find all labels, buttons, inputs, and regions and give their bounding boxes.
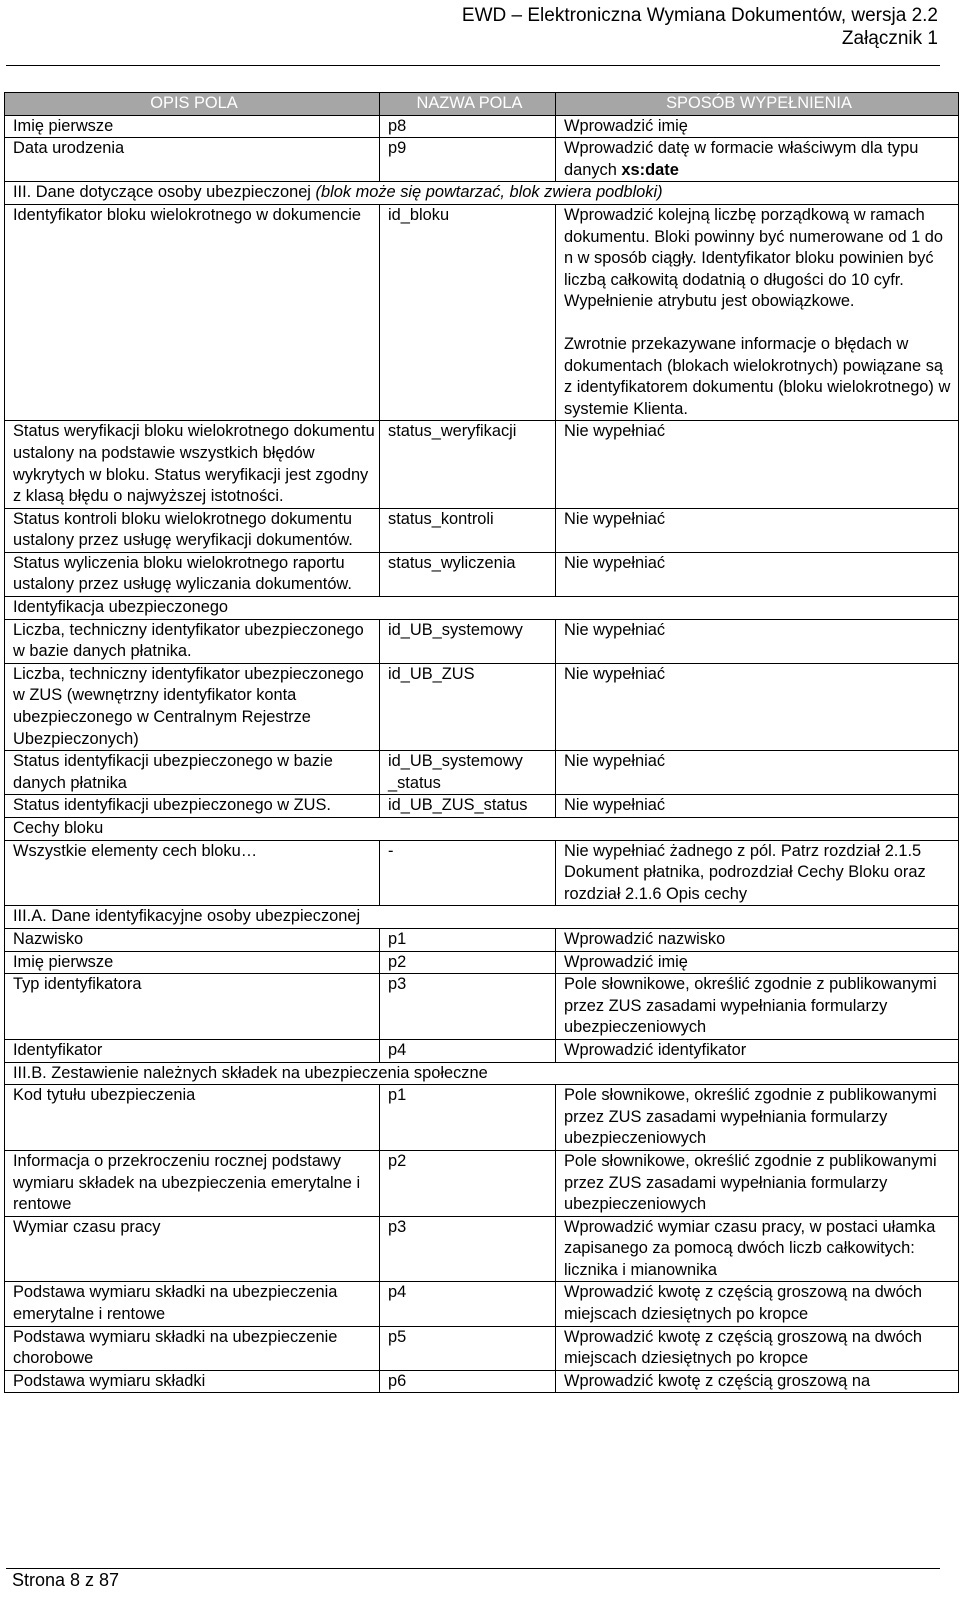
table-row — [5, 115, 959, 138]
page-number: Strona 8 z 87 — [12, 1570, 120, 1590]
data-type-label: xs:date — [621, 160, 679, 179]
cell-sposob: Pole słownikowe, określić zgodnie z publikowanymi przez ZUS zasadami wypełniania formularzy ubezpieczeniowych — [556, 1085, 959, 1151]
section-row — [5, 906, 959, 929]
section-row — [5, 182, 959, 205]
table-row — [5, 974, 959, 1040]
table-row — [5, 1216, 959, 1282]
section-heading: Cechy bloku — [5, 818, 959, 841]
section-heading: III.A. Dane identyfikacyjne osoby ubezpieczonej — [5, 906, 959, 929]
cell-opis: Status weryfikacji bloku wielokrotnego dokumentu ustalony na podstawie wszystkich błędów wykrytych w bloku. Status weryfikacji jest zgodny z klasą błędu o najwyższej istotności. — [5, 421, 380, 508]
field-spec-table — [4, 92, 959, 1393]
cell-sposob-paragraph: Wprowadzić kolejną liczbę porządkową w ramach dokumentu. Bloki powinny być numerowane od 1 do n w sposób ciągły. Identyfikator bloku powinien być liczbą całkowitą dodatnią o długości do 10 cyfr. Wypełnienie atrybutu jest obowiązkowe. — [564, 205, 944, 311]
section-heading-text: III. Dane dotyczące osoby ubezpieczonej — [13, 183, 316, 202]
cell-opis: Liczba, techniczny identyfikator ubezpieczonego w ZUS (wewnętrzny identyfikator konta ubezpieczonego w Centralnym Rejestrze Ubezpieczonych) — [5, 663, 380, 750]
table-header-row — [5, 93, 959, 116]
cell-sposob — [556, 204, 959, 420]
cell-sposob: Wprowadzić identyfikator — [556, 1039, 959, 1062]
table-row — [5, 552, 959, 596]
section-row — [5, 1062, 959, 1085]
cell-opis: Kod tytułu ubezpieczenia — [5, 1085, 380, 1151]
cell-opis: Podstawa wymiaru składki — [5, 1370, 380, 1393]
document-header — [462, 4, 938, 50]
cell-sposob-text: Wprowadzić datę w formacie właściwym dla typu danych — [564, 139, 919, 179]
cell-opis: Imię pierwsze — [5, 115, 380, 138]
table-row — [5, 1282, 959, 1326]
cell-opis: Informacja o przekroczeniu rocznej podstawy wymiaru składek na ubezpieczenia emerytalne i rentowe — [5, 1150, 380, 1216]
cell-opis: Wymiar czasu pracy — [5, 1216, 380, 1282]
section-heading: Identyfikacja ubezpieczonego — [5, 597, 959, 620]
table-row — [5, 619, 959, 663]
cell-opis: Data urodzenia — [5, 138, 380, 182]
table-row — [5, 204, 959, 420]
cell-nazwa: id_UB_systemowy _status — [380, 751, 556, 795]
cell-nazwa: id_UB_ZUS_status — [380, 795, 556, 818]
cell-nazwa: p2 — [380, 951, 556, 974]
section-row — [5, 818, 959, 841]
cell-sposob: Wprowadzić imię — [556, 951, 959, 974]
cell-nazwa: p5 — [380, 1326, 556, 1370]
table-row — [5, 663, 959, 750]
cell-opis: Status kontroli bloku wielokrotnego dokumentu ustalony przez usługę weryfikacji dokumentów. — [5, 508, 380, 552]
table-row — [5, 1085, 959, 1151]
cell-sposob: Nie wypełniać — [556, 619, 959, 663]
cell-sposob: Nie wypełniać — [556, 552, 959, 596]
cell-nazwa: status_wyliczenia — [380, 552, 556, 596]
column-header-sposob: SPOSÓB WYPEŁNIENIA — [556, 93, 959, 116]
footer-divider — [6, 1568, 940, 1569]
cell-sposob: Nie wypełniać — [556, 795, 959, 818]
cell-sposob: Wprowadzić imię — [556, 115, 959, 138]
cell-opis: Identyfikator bloku wielokrotnego w dokumencie — [5, 204, 380, 420]
cell-nazwa: p1 — [380, 928, 556, 951]
cell-nazwa: - — [380, 840, 556, 906]
cell-nazwa: p9 — [380, 138, 556, 182]
cell-sposob: Wprowadzić kwotę z częścią groszową na — [556, 1370, 959, 1393]
cell-nazwa: id_UB_ZUS — [380, 663, 556, 750]
cell-opis: Podstawa wymiaru składki na ubezpieczenia emerytalne i rentowe — [5, 1282, 380, 1326]
cell-sposob: Nie wypełniać — [556, 663, 959, 750]
cell-opis: Status identyfikacji ubezpieczonego w bazie danych płatnika — [5, 751, 380, 795]
table-row — [5, 508, 959, 552]
section-row — [5, 597, 959, 620]
cell-sposob — [556, 138, 959, 182]
table-row — [5, 928, 959, 951]
table-row — [5, 951, 959, 974]
cell-sposob: Nie wypełniać — [556, 751, 959, 795]
table-row — [5, 1370, 959, 1393]
cell-nazwa: p3 — [380, 1216, 556, 1282]
cell-opis: Liczba, techniczny identyfikator ubezpieczonego w bazie danych płatnika. — [5, 619, 380, 663]
cell-nazwa: p4 — [380, 1039, 556, 1062]
cell-sposob: Nie wypełniać żadnego z pól. Patrz rozdział 2.1.5 Dokument płatnika, podrozdział Cechy Bloku oraz rozdział 2.1.6 Opis cechy — [556, 840, 959, 906]
cell-opis: Imię pierwsze — [5, 951, 380, 974]
cell-nazwa: p3 — [380, 974, 556, 1040]
cell-nazwa: p4 — [380, 1282, 556, 1326]
cell-sposob: Wprowadzić kwotę z częścią groszową na dwóch miejscach dziesiętnych po kropce — [556, 1326, 959, 1370]
cell-nazwa: p2 — [380, 1150, 556, 1216]
table-row — [5, 840, 959, 906]
cell-sposob: Wprowadzić wymiar czasu pracy, w postaci ułamka zapisanego za pomocą dwóch liczb całkowitych: licznika i mianownika — [556, 1216, 959, 1282]
document-subtitle: Załącznik 1 — [841, 28, 938, 49]
section-heading: III.B. Zestawienie należnych składek na ubezpieczenia społeczne — [5, 1062, 959, 1085]
cell-sposob: Wprowadzić kwotę z częścią groszową na dwóch miejscach dziesiętnych po kropce — [556, 1282, 959, 1326]
cell-nazwa: id_bloku — [380, 204, 556, 420]
cell-nazwa: status_kontroli — [380, 508, 556, 552]
cell-sposob: Pole słownikowe, określić zgodnie z publikowanymi przez ZUS zasadami wypełniania formularzy ubezpieczeniowych — [556, 974, 959, 1040]
cell-opis: Wszystkie elementy cech bloku… — [5, 840, 380, 906]
table-row — [5, 1326, 959, 1370]
cell-opis: Identyfikator — [5, 1039, 380, 1062]
cell-sposob: Pole słownikowe, określić zgodnie z publikowanymi przez ZUS zasadami wypełniania formularzy ubezpieczeniowych — [556, 1150, 959, 1216]
table-row — [5, 1039, 959, 1062]
header-divider — [6, 65, 940, 66]
cell-opis: Typ identyfikatora — [5, 974, 380, 1040]
cell-nazwa: status_weryfikacji — [380, 421, 556, 508]
column-header-nazwa: NAZWA POLA — [380, 93, 556, 116]
document-title: EWD – Elektroniczna Wymiana Dokumentów, wersja 2.2 — [461, 5, 938, 26]
cell-opis: Podstawa wymiaru składki na ubezpieczenie chorobowe — [5, 1326, 380, 1370]
cell-sposob: Nie wypełniać — [556, 421, 959, 508]
table-row — [5, 795, 959, 818]
section-heading — [5, 182, 959, 205]
table-row — [5, 138, 959, 182]
cell-sposob-paragraph: Zwrotnie przekazywane informacje o błędach w dokumentach (blokach wielokrotnych) powiązane są z identyfikatorem dokumentu (bloku wielokrotnego) w systemie Klienta. — [564, 334, 951, 418]
cell-opis: Status identyfikacji ubezpieczonego w ZUS. — [5, 795, 380, 818]
cell-nazwa: p8 — [380, 115, 556, 138]
cell-opis: Nazwisko — [5, 928, 380, 951]
cell-sposob: Wprowadzić nazwisko — [556, 928, 959, 951]
cell-opis: Status wyliczenia bloku wielokrotnego raportu ustalony przez usługę wyliczania dokumentów. — [5, 552, 380, 596]
cell-sposob: Nie wypełniać — [556, 508, 959, 552]
table-row — [5, 1150, 959, 1216]
table-row — [5, 421, 959, 508]
cell-nazwa: p6 — [380, 1370, 556, 1393]
column-header-opis: OPIS POLA — [5, 93, 380, 116]
section-heading-note: (blok może się powtarzać, blok zwiera podbloki) — [315, 183, 663, 202]
cell-nazwa: id_UB_systemowy — [380, 619, 556, 663]
cell-nazwa: p1 — [380, 1085, 556, 1151]
table-row — [5, 751, 959, 795]
